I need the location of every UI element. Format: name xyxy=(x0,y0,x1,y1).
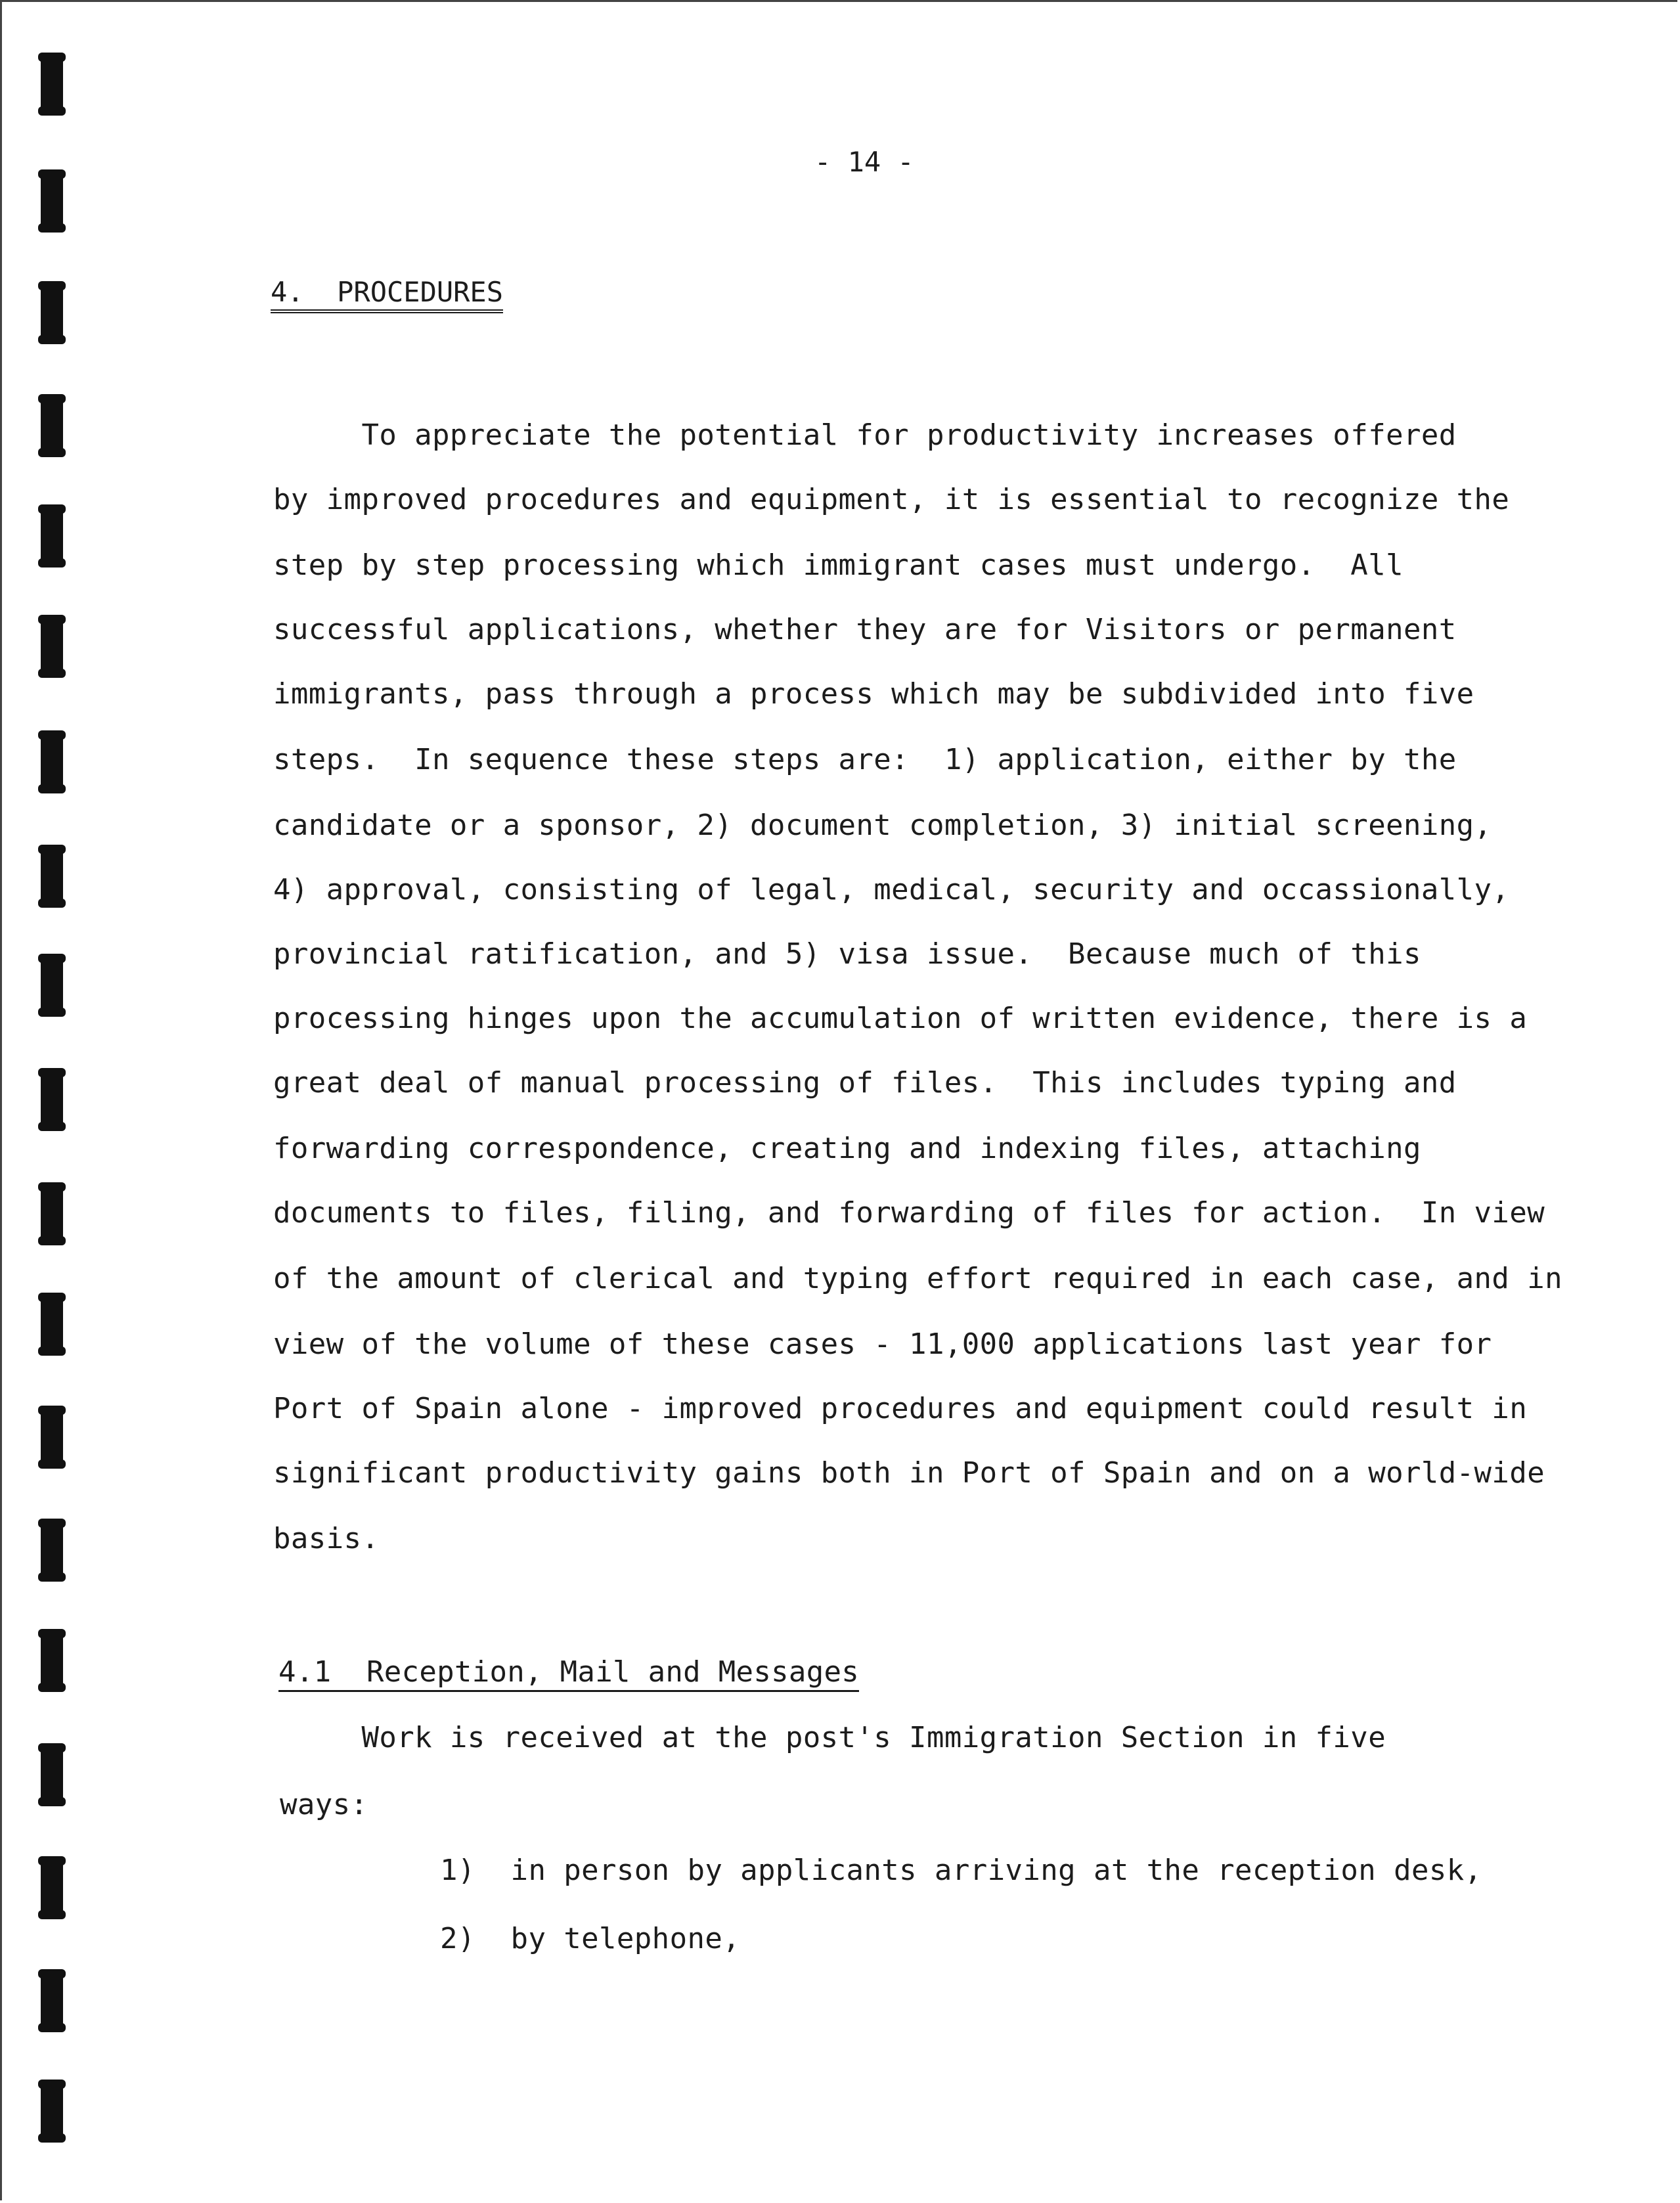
paragraph-line: To appreciate the potential for productivity increases offered xyxy=(273,418,1457,452)
binder-hole xyxy=(41,504,63,567)
paragraph-line: 4) approval, consisting of legal, medical, security and occassionally, xyxy=(273,873,1510,906)
paragraph-line: provincial ratification, and 5) visa issue. Because much of this xyxy=(273,937,1421,971)
page-number: - 14 - xyxy=(814,146,914,178)
binder-hole xyxy=(41,845,63,908)
paragraph-line: significant productivity gains both in Port of Spain and on a world-wide xyxy=(273,1456,1545,1490)
paragraph-line: immigrants, pass through a process which may be subdivided into five xyxy=(273,677,1474,711)
binder-hole xyxy=(41,1856,63,1919)
paragraph-line: Port of Spain alone - improved procedures and equipment could result in xyxy=(273,1392,1528,1425)
binder-hole xyxy=(41,730,63,793)
paragraph-line: basis. xyxy=(273,1522,380,1555)
paragraph-line: successful applications, whether they are for Visitors or permanent xyxy=(273,613,1457,646)
paragraph-line: documents to files, filing, and forwarding of files for action. In view xyxy=(273,1196,1545,1230)
binder-hole xyxy=(41,1406,63,1469)
paragraph-line: step by step processing which immigrant cases must undergo. All xyxy=(273,548,1404,582)
paragraph-line: steps. In sequence these steps are: 1) application, either by the xyxy=(273,743,1457,776)
binder-hole xyxy=(41,615,63,678)
binder-hole xyxy=(41,1293,63,1356)
binder-hole xyxy=(41,53,63,116)
paragraph-line: ways: xyxy=(280,1788,368,1821)
section-heading: 4. PROCEDURES xyxy=(271,276,503,313)
paragraph-line: Work is received at the post's Immigration Section in five xyxy=(273,1721,1386,1754)
binder-hole xyxy=(41,954,63,1017)
binder-hole xyxy=(41,394,63,457)
binder-hole xyxy=(41,1629,63,1692)
paragraph-line: processing hinges upon the accumulation of written evidence, there is a xyxy=(273,1002,1528,1035)
binder-hole xyxy=(41,1519,63,1582)
binder-hole xyxy=(41,1182,63,1245)
subsection-heading: 4.1 Reception, Mail and Messages xyxy=(278,1655,859,1692)
binder-hole xyxy=(41,169,63,233)
binder-hole xyxy=(41,2080,63,2143)
binder-hole xyxy=(41,1743,63,1806)
paragraph-line: forwarding correspondence, creating and indexing files, attaching xyxy=(273,1132,1421,1165)
list-item: 2) by telephone, xyxy=(440,1922,741,1955)
paragraph-line: candidate or a sponsor, 2) document completion, 3) initial screening, xyxy=(273,809,1492,842)
binder-hole xyxy=(41,281,63,344)
paragraph-line: great deal of manual processing of files. This includes typing and xyxy=(273,1066,1457,1100)
binder-hole xyxy=(41,1969,63,2032)
paragraph-line: of the amount of clerical and typing effort required in each case, and in xyxy=(273,1262,1562,1295)
paragraph-line: by improved procedures and equipment, it is essential to recognize the xyxy=(273,483,1510,516)
paragraph-line: view of the volume of these cases - 11,000 applications last year for xyxy=(273,1327,1492,1361)
binder-hole xyxy=(41,1068,63,1131)
list-item: 1) in person by applicants arriving at the reception desk, xyxy=(440,1854,1482,1887)
